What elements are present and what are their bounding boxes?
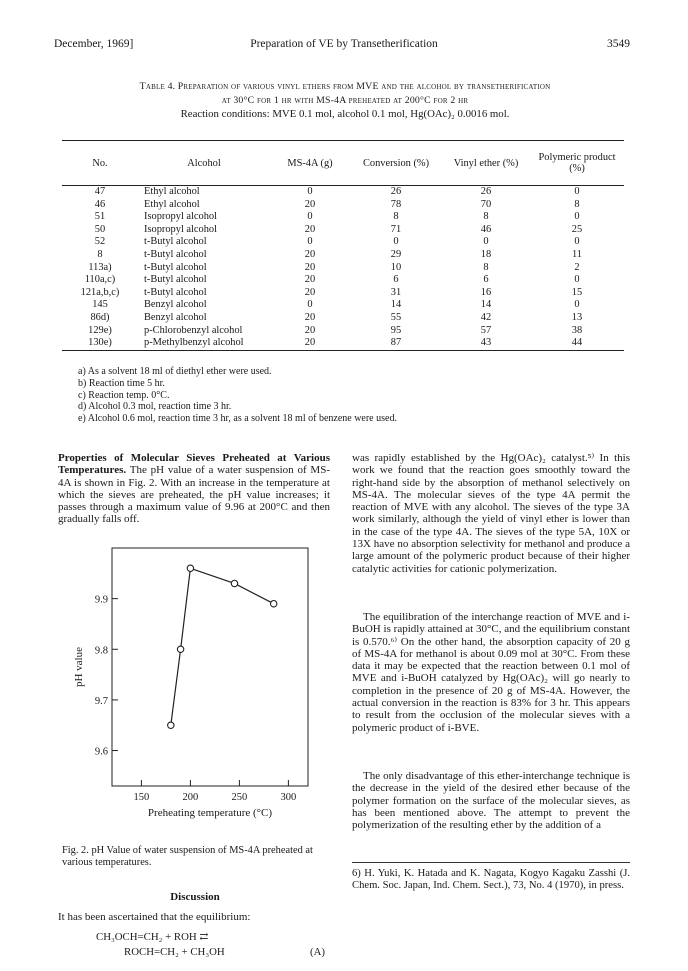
equation-line-1: CH₃OCH=CH₂ + ROH ⇄ (96, 931, 209, 943)
cell-ms4a: 20 (304, 198, 316, 210)
cell-vinyl-ether: 43 (442, 337, 530, 350)
cell-polymeric: 15 (571, 286, 583, 298)
footnote: e) Alcohol 0.6 mol, reaction time 3 hr, as a solvent 18 ml of benzene were used. (78, 413, 397, 425)
cell-no: 110a,c) (84, 274, 116, 286)
cell-alcohol: t-Butyl alcohol (144, 274, 207, 286)
cell-conversion: 29 (390, 248, 402, 260)
cell-polymeric: 11 (571, 248, 582, 260)
cell-alcohol: Isopropyl alcohol (144, 223, 218, 235)
cell-conversion: 10 (390, 261, 402, 273)
table-header-row (62, 141, 624, 186)
reaction-conditions: Reaction conditions: MVE 0.1 mol, alcohol 0.1 mol, Hg(OAc)₂ 0.0016 mol. (180, 108, 510, 120)
cell-vinyl-ether: 57 (480, 324, 492, 336)
table-row (62, 249, 624, 262)
cell-alcohol: Isopropyl alcohol (144, 211, 218, 223)
cell-ms4a: 20 (304, 261, 316, 273)
discussion-text: It has been ascertained that the equilibrium: (58, 911, 251, 923)
y-tick-label: 9.6 (94, 746, 108, 758)
plot-frame (112, 548, 308, 786)
cell-no: 129e) (88, 324, 112, 336)
cell-no: 130e) (62, 337, 138, 350)
cell-polymeric: 0 (574, 211, 580, 223)
series-line (171, 568, 274, 725)
cell-no: 46 (94, 198, 106, 210)
table-row (62, 287, 624, 300)
table-footnotes (78, 366, 397, 425)
cell-vinyl-ether: 18 (480, 248, 492, 260)
right-paragraph-2: The equilibration of the interchange reaction of MVE and i-BuOH is rapidly attained at 30°C, and the equilibrium constant is 0.570.⁶⁾ On the other hand, the absorption capacity of 20 g of MS-4A for methanol is about 0.09 mol at 30°C. From these data it may be expected that the reaction between 0.1 mol of MVE and i-BuOH catalyzed by Hg(OAc)₂ will go nearly to completion in the presence of 20 g of MS-4A. However, the actual conversion in the reaction is 83% for 3 hr. This appears to result from the occlusion of the molecular sieves with a polymeric product of i-BVE. (352, 611, 630, 734)
page-number: 3549 (607, 38, 630, 50)
col-header-vinyl-ether: Vinyl ether (%) (453, 157, 519, 169)
cell-no: 47 (94, 186, 106, 197)
table-row (62, 262, 624, 275)
cell-polymeric: 25 (571, 223, 583, 235)
cell-polymeric: 38 (571, 324, 583, 336)
cell-conversion: 6 (393, 274, 399, 286)
cell-no: 113a) (88, 261, 112, 273)
cell-conversion: 26 (390, 186, 402, 197)
col-header-ms4a: MS-4A (g) (287, 157, 333, 169)
table-caption-line1 (40, 80, 650, 94)
cell-no: 86d) (90, 311, 110, 323)
cell-ms4a: 20 (304, 248, 316, 260)
data-point (187, 565, 193, 571)
cell-no: 50 (94, 223, 106, 235)
x-tick-label: 300 (280, 792, 297, 803)
footnote: b) Reaction time 5 hr. (78, 377, 165, 389)
equation-label: (A) (310, 946, 325, 958)
cell-alcohol: p-Methylbenzyl alcohol (138, 337, 270, 350)
cell-ms4a: 20 (304, 286, 316, 298)
cell-polymeric: 44 (530, 337, 624, 350)
cell-vinyl-ether: 6 (483, 274, 489, 286)
table-caption-line2: at 30°C for 1 hr with MS-4A preheated at 200°C for 2 hr (221, 95, 469, 106)
data-table (62, 140, 624, 351)
cell-conversion: 95 (390, 324, 402, 336)
equation-line-2: ROCH=CH₂ + CH₃OH (124, 946, 225, 958)
x-axis-label: Preheating temperature (°C) (147, 807, 273, 819)
cell-vinyl-ether: 70 (480, 198, 492, 210)
properties-paragraph (58, 452, 330, 526)
cell-polymeric: 0 (574, 299, 580, 311)
cell-no: 52 (94, 236, 106, 248)
cell-alcohol: t-Butyl alcohol (144, 286, 207, 298)
cell-alcohol: t-Butyl alcohol (144, 261, 207, 273)
discussion-heading: Discussion (170, 891, 220, 903)
table-row (62, 236, 624, 249)
data-point (271, 601, 277, 607)
cell-conversion: 78 (390, 198, 402, 210)
running-header-date: December, 1969] (54, 38, 134, 50)
cell-conversion: 55 (390, 311, 402, 323)
cell-alcohol: Benzyl alcohol (144, 311, 207, 323)
table-row (62, 199, 624, 212)
cell-vinyl-ether: 8 (483, 211, 489, 223)
y-tick-label: 9.7 (94, 695, 108, 707)
table-label: Table 4. (139, 81, 176, 92)
cell-alcohol: t-Butyl alcohol (144, 248, 207, 260)
reference-rule (352, 862, 630, 863)
footnote: a) As a solvent 18 ml of diethyl ether were used. (78, 366, 272, 377)
cell-conversion: 8 (393, 211, 399, 223)
cell-ms4a: 0 (307, 186, 313, 197)
cell-ms4a: 0 (307, 299, 313, 311)
cell-polymeric: 2 (574, 261, 580, 273)
x-tick-label: 250 (231, 792, 248, 803)
figure-2-chart (58, 540, 330, 840)
table-row (62, 224, 624, 237)
col-header-alcohol: Alcohol (187, 157, 221, 169)
col-header-polymeric: Polymeric product (%) (538, 152, 616, 174)
section-text: The pH value of a water suspension of MS-4A is shown in Fig. 2. With an increase in the temperature at which the sieves are preheated, the pH value increases; it passes through a maximum value of 9.96 at 200°C and then gradually falls off. (58, 464, 330, 526)
cell-ms4a: 20 (304, 223, 316, 235)
cell-ms4a: 20 (270, 337, 350, 350)
table-row (62, 312, 624, 325)
table-row (62, 299, 624, 312)
table-row (62, 211, 624, 224)
reference-6: 6) H. Yuki, K. Hatada and K. Nagata, Kogyo Kagaku Zasshi (J. Chem. Soc. Japan, Ind. Chem. Sect.), 73, No. 4 (1970), in press. (352, 868, 630, 892)
y-tick-label: 9.8 (94, 645, 108, 657)
figure-caption: Fig. 2. pH Value of water suspension of MS-4A preheated at various temperatures. (62, 845, 313, 868)
cell-vinyl-ether: 46 (480, 223, 492, 235)
right-paragraph-3: The only disadvantage of this ether-interchange technique is the decrease in the yield of the desired ether because of the polymer formation on the surface of the molecular sieves, as has been mentioned above. The attempt to prevent the polymerization of the resulting ether by the addition of a (352, 770, 630, 832)
cell-polymeric: 0 (574, 274, 580, 286)
cell-vinyl-ether: 8 (483, 261, 489, 273)
running-header-title: Preparation of VE by Transetherification (250, 38, 438, 50)
data-point (168, 722, 174, 728)
cell-vinyl-ether: 26 (480, 186, 492, 197)
cell-vinyl-ether: 14 (480, 299, 492, 311)
cell-polymeric: 0 (574, 186, 580, 197)
col-header-conversion: Conversion (%) (362, 157, 430, 169)
table-row (62, 274, 624, 287)
table-row (62, 337, 624, 350)
data-point (177, 646, 183, 652)
col-header-no: No. (92, 157, 108, 169)
table-title: Preparation of various vinyl ethers from MVE and the alcohol by transetherification (177, 81, 551, 92)
cell-alcohol: p-Chlorobenzyl alcohol (144, 324, 243, 336)
cell-conversion: 71 (390, 223, 402, 235)
y-axis-label: pH value (73, 646, 85, 688)
cell-vinyl-ether: 42 (480, 311, 492, 323)
cell-conversion: 87 (350, 337, 442, 350)
footnote: c) Reaction temp. 0°C. (78, 389, 170, 401)
right-paragraph-1: was rapidly established by the Hg(OAc)₂ catalyst.⁵⁾ In this work we found that the reaction goes smoothly toward the right-hand side by the absorption of methanol selectively on MS-4A. The molecular sieves of the type 4A permit the reaction of MVE with any alcohol. The sieves of the type 3A work similarly, although the yield of vinyl ether is lower than in the case of the type 4A. The sieves of the type 5A, 10X or 13X have no absorption selectivity for methanol and produce a large amount of the polymeric product because of their higher catalytic activities for cationic polymerization. (352, 452, 630, 575)
y-tick-label: 9.9 (94, 594, 108, 606)
cell-alcohol: Benzyl alcohol (144, 299, 207, 311)
cell-polymeric: 13 (571, 311, 583, 323)
footnote: d) Alcohol 0.3 mol, reaction time 3 hr. (78, 401, 232, 413)
x-tick-label: 200 (182, 792, 199, 803)
table-row (62, 186, 624, 199)
cell-no: 8 (97, 248, 103, 260)
data-point (231, 580, 237, 586)
section-heading: Properties of Molecular Sieves Preheated at Various Temperatures. (58, 452, 330, 477)
cell-vinyl-ether: 0 (483, 236, 489, 248)
x-tick-label: 150 (133, 792, 150, 803)
cell-ms4a: 20 (304, 324, 316, 336)
cell-alcohol: Ethyl alcohol (144, 198, 200, 210)
cell-no: 51 (94, 211, 106, 223)
cell-ms4a: 0 (307, 211, 313, 223)
cell-ms4a: 20 (304, 311, 316, 323)
cell-conversion: 31 (390, 286, 402, 298)
cell-ms4a: 20 (304, 274, 316, 286)
cell-conversion: 14 (390, 299, 402, 311)
cell-polymeric: 8 (574, 198, 580, 210)
cell-ms4a: 0 (307, 236, 313, 248)
cell-vinyl-ether: 16 (480, 286, 492, 298)
cell-polymeric: 0 (574, 236, 580, 248)
cell-conversion: 0 (393, 236, 399, 248)
cell-alcohol: Ethyl alcohol (144, 186, 200, 197)
cell-alcohol: t-Butyl alcohol (144, 236, 207, 248)
cell-no: 145 (92, 299, 108, 311)
cell-no: 121a,b,c) (80, 286, 120, 298)
table-row (62, 325, 624, 338)
